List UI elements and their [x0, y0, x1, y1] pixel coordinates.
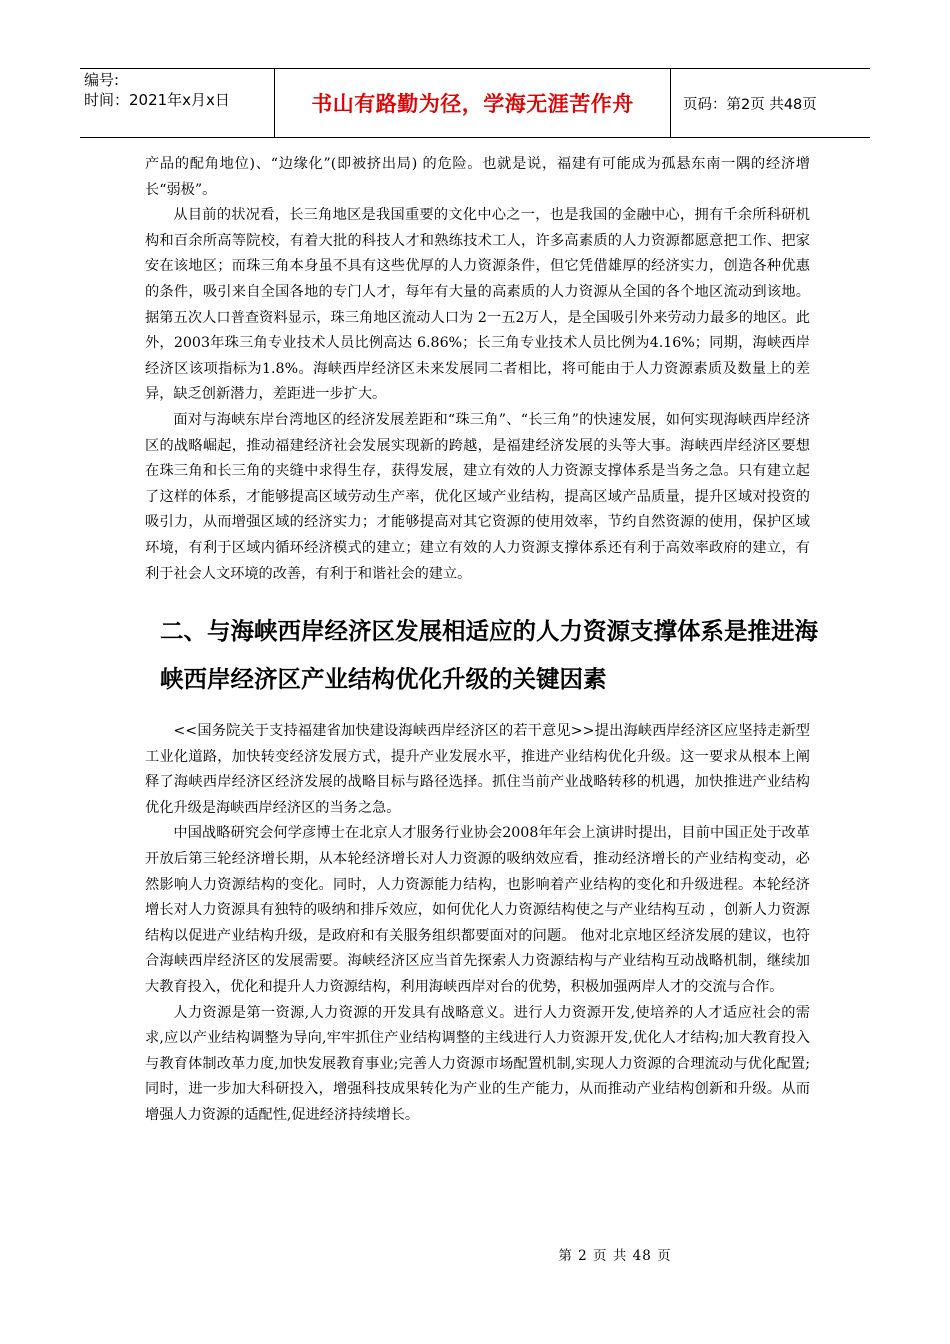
number-label: 编号:: [84, 71, 120, 89]
document-body: [145, 152, 818, 1129]
paragraph: 从目前的状况看，长三角地区是我国重要的文化中心之一，也是我国的金融中心，拥有千余所科研机构和百余所高等院校，有着大批的科技人才和熟练技术工人，许多高素质的人力资源都愿意把工作、把家安在该地区；而珠三角本身虽不具有这些优厚的人力资源条件，但它凭借雄厚的经济实力，创造各种优惠的条件，吸引来自全国各地的专门人才，每年有大量的高素质的人力资源从全国的各个地区流动到该地。据第五次人口普查资料显示，珠三角地区流动人口为 2一五2万人，是全国吸引外来劳动力最多的地区。此外，2003年珠三角专业技术人员比例高达 6.86%；长三角专业技术人员比例为4.16%；同期，海峡西岸经济区该项指标为1.8%。海峡西岸经济区未来发展同二者相比，将可能由于人力资源素质及数量上的差异，缺乏创新潜力，差距进一步扩大。: [145, 207, 810, 403]
header-motto: 书山有路勤为径，学海无涯苦作舟: [311, 92, 634, 116]
paragraph: 人力资源是第一资源,人力资源的开发具有战略意义。进行人力资源开发,使培养的人才适应社会的需求,应以产业结构调整为导向,牢牢抓住产业结构调整的主线进行人力资源开发,优化人才结构;加大教育投入与教育体制改革力度,加快发展教育事业;完善人力资源市场配置机制,实现人力资源的合理流动与优化配置; 同时，进一步加大科研投入，增强科技成果转化为产业的生产能力，从而推动产业结构创新和升级。从而增强人力资源的适配性,促进经济持续增长。: [145, 1004, 810, 1123]
page-footer: [0, 1244, 950, 1264]
header-motto-cell: [275, 69, 671, 137]
section-heading-wrap: [145, 607, 818, 703]
paragraph: <<国务院关于支持福建省加快建设海峡西岸经济区的若干意见>>提出海峡西岸经济区应坚持走新型工业化道路，加快转变经济发展方式，提升产业发展水平，推进产业结构优化升级。这一要求从根本上阐释了海峡西岸经济区经济发展的战略目标与路径选择。抓住当前产业战略转移的机遇，加快推进产业结构优化升级是海峡西岸经济区的当务之急。: [145, 723, 810, 816]
page-header: [80, 68, 870, 138]
time-label: 时间：2021年x月x日: [84, 91, 230, 109]
header-page-cell: [671, 69, 870, 137]
header-page-label: 页码：第2页 共48页: [683, 96, 817, 113]
paragraph: 面对与海峡东岸台湾地区的经济发展差距和“珠三角”、“长三角”的快速发展，如何实现海峡西岸经济区的战略崛起，推动福建经济社会发展实现新的跨越，是福建经济发展的头等大事。海峡西岸经济区要想在珠三角和长三角的夹缝中求得生存，获得发展，建立有效的人力资源支撑体系是当务之急。只有建立起了这样的体系，才能够提高区域劳动生产率，优化区域产业结构，提高区域产品质量，提升区域对投资的吸引力，从而增强区域的经济实力；才能够提高对其它资源的使用效率，节约自然资源的使用，保护区域环境，有利于区域内循环经济模式的建立；建立有效的人力资源支撑体系还有利于高效率政府的建立，有利于社会人文环境的改善，有利于和谐社会的建立。: [145, 411, 810, 582]
footer-page-number: 第 2 页 共 48 页: [558, 1248, 672, 1264]
paragraph: 产品的配角地位)、“边缘化”(即被挤出局) 的危险。也就是说，福建有可能成为孤悬东南一隅的经济增长“弱极”。: [145, 156, 810, 198]
section-heading: 二、与海峡西岸经济区发展相适应的人力资源支撑体系是推进海峡西岸经济区产业结构优化升级的关键因素: [160, 617, 818, 694]
paragraph: 中国战略研究会何学彦博士在北京人才服务行业协会2008年年会上演讲时提出，目前中国正处于改革开放后第三轮经济增长期，从本轮经济增长对人力资源的吸纳效应看，推动经济增长的产业结构变动，必然影响人力资源结构的变化。同时，人力资源能力结构，也影响着产业结构的变化和升级进程。本轮经济增长对人力资源具有独特的吸纳和排斥效应，如何优化人力资源结构使之与产业结构互动 ，创新人力资源结构以促进产业结构升级，是政府和有关服务组织都要面对的问题。 他对北京地区经济发展的建议，也符合海峡西岸经济区的发展需要。海峡经济区应当首先探索人力资源结构与产业结构互动战略机制，继续加大教育投入，优化和提升人力资源结构，利用海峡西岸对台的优势，积极加强两岸人才的交流与合作。: [145, 825, 810, 996]
header-meta: [80, 69, 275, 137]
